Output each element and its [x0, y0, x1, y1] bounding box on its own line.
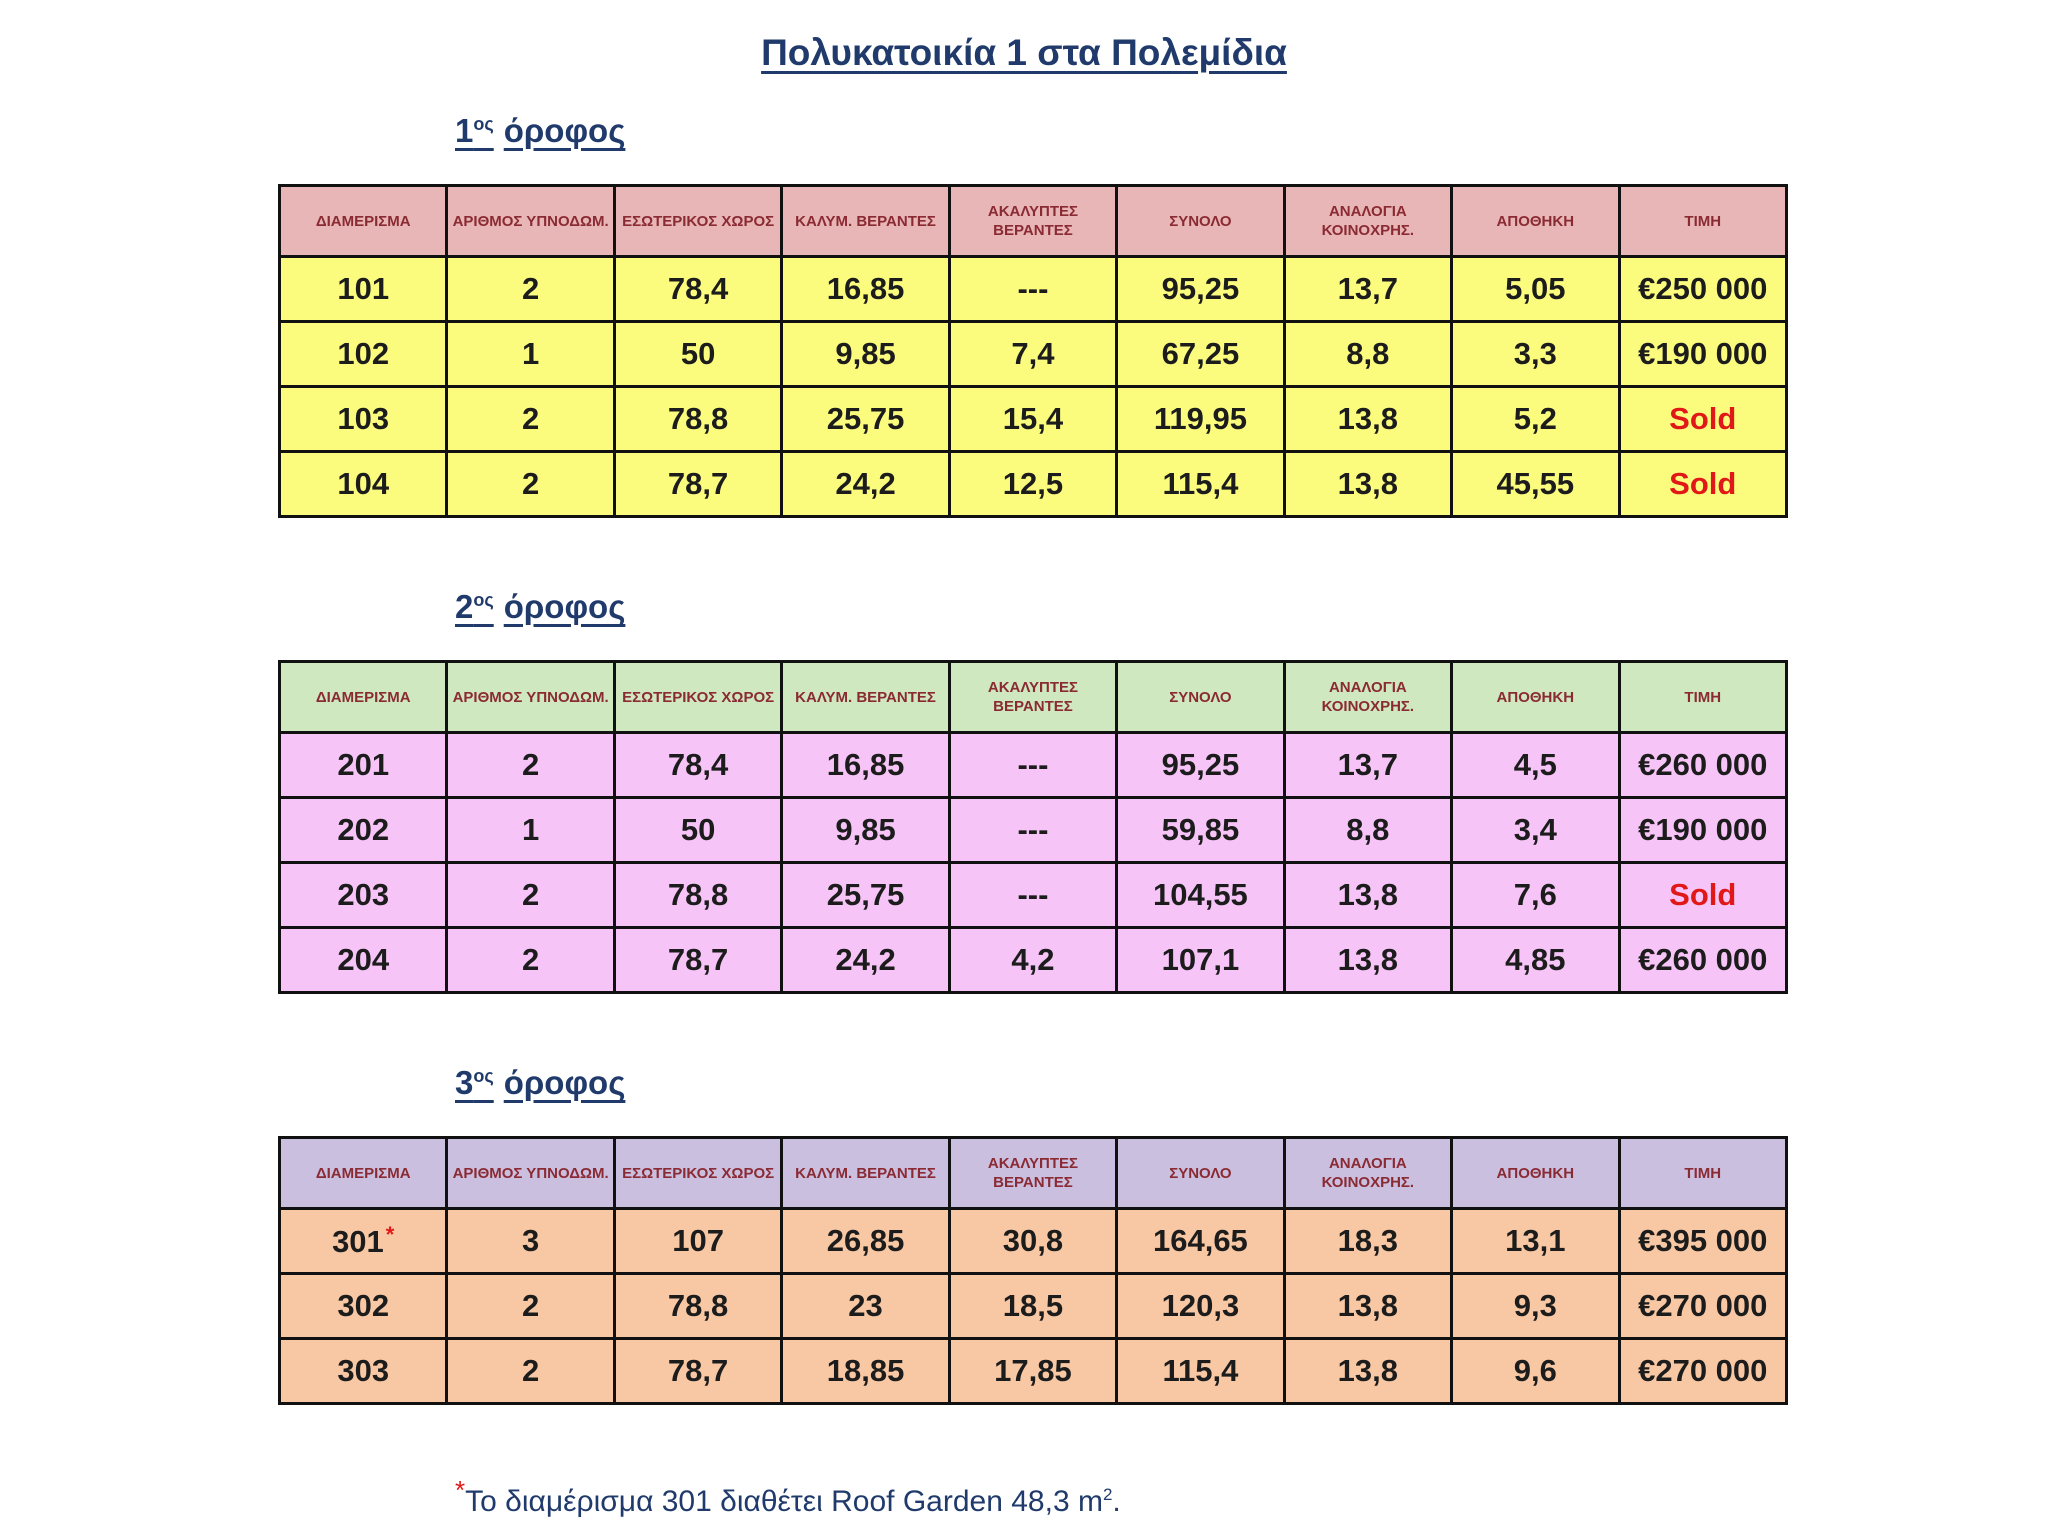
table-row: [280, 733, 1787, 798]
table-header-row: [280, 662, 1787, 733]
table-header-row: [280, 186, 1787, 257]
table-cell: [949, 257, 1116, 322]
table-cell: [1117, 387, 1284, 452]
table-cell: [1452, 257, 1619, 322]
floor-label: όροφος: [503, 112, 626, 149]
table-cell: [1619, 322, 1787, 387]
cell-value: €250 000: [1638, 271, 1768, 306]
cell-value: 50: [680, 336, 716, 371]
table-cell: [1452, 1339, 1619, 1404]
cell-value: 4,2: [1011, 942, 1055, 977]
column-header: ΑΚΑΛΥΠΤΕΣ ΒΕΡΑΝΤΕΣ: [949, 1138, 1116, 1209]
table-cell: [280, 733, 447, 798]
table-cell: [614, 322, 781, 387]
cell-value: 13,8: [1337, 1353, 1399, 1388]
cell-value: 5,2: [1513, 401, 1557, 436]
cell-value: 104,55: [1152, 877, 1248, 912]
cell-value: 9,6: [1513, 1353, 1557, 1388]
cell-value: 18,5: [1002, 1288, 1064, 1323]
column-header: ΑΡΙΘΜΟΣ ΥΠΝΟΔΩΜ.: [447, 662, 614, 733]
table-cell: [1619, 733, 1787, 798]
cell-value: 2: [522, 747, 540, 782]
table-row: [280, 452, 1787, 517]
floor-table-3: [278, 1136, 1788, 1405]
cell-value: 59,85: [1161, 812, 1240, 847]
cell-value: 9,85: [835, 812, 896, 847]
cell-value: ---: [1017, 877, 1049, 912]
column-header: ΑΝΑΛΟΓΙΑ ΚΟΙΝΟΧΡΗΣ.: [1284, 662, 1451, 733]
cell-value: 13,8: [1337, 1288, 1399, 1323]
floor-suffix: ος: [473, 1066, 494, 1086]
cell-value: €190 000: [1638, 336, 1768, 371]
cell-value: 102: [337, 336, 390, 371]
cell-value: €270 000: [1638, 1353, 1768, 1388]
column-header: ΣΥΝΟΛΟ: [1117, 662, 1284, 733]
column-header: ΚΑΛΥΜ. ΒΕΡΑΝΤΕΣ: [782, 1138, 949, 1209]
column-header: ΔΙΑΜΕΡΙΣΜΑ: [280, 662, 447, 733]
table-cell: [949, 322, 1116, 387]
cell-value: 101: [337, 271, 390, 306]
table-row: [280, 1209, 1787, 1274]
footnote-text: Το διαμέρισμα 301 διαθέτει Roof Garden 48,3 m: [465, 1485, 1103, 1518]
table-cell: [447, 452, 614, 517]
column-header: ΣΥΝΟΛΟ: [1117, 186, 1284, 257]
cell-value: 13,8: [1337, 942, 1399, 977]
table-cell: [1284, 928, 1451, 993]
cell-value: 7,6: [1513, 877, 1557, 912]
footnote: [455, 1475, 1121, 1519]
table-cell: [614, 1209, 781, 1274]
table-row: [280, 928, 1787, 993]
table-cell: [280, 798, 447, 863]
cell-value: 3,3: [1513, 336, 1557, 371]
table-cell: [1284, 1339, 1451, 1404]
table-cell: [949, 1274, 1116, 1339]
table-cell: [447, 1209, 614, 1274]
cell-value: 1: [522, 812, 540, 847]
cell-value: 78,4: [667, 271, 729, 306]
cell-value: 301: [332, 1224, 384, 1259]
table-cell: [447, 928, 614, 993]
floor-number: 2: [455, 588, 474, 625]
cell-value: €270 000: [1638, 1288, 1768, 1323]
table-cell: [1117, 733, 1284, 798]
table-cell: [782, 322, 949, 387]
table-cell: [782, 733, 949, 798]
table-cell: [1284, 733, 1451, 798]
cell-value: 16,85: [826, 271, 905, 306]
cell-value: 2: [522, 1288, 540, 1323]
table-cell: [1452, 322, 1619, 387]
table-cell: [1117, 863, 1284, 928]
table-cell: [1284, 1209, 1451, 1274]
floor-title-1: [455, 112, 625, 150]
cell-value: 18,85: [826, 1353, 905, 1388]
floor-title-3: [455, 1064, 625, 1102]
table-cell: [1117, 257, 1284, 322]
table-cell: [614, 1339, 781, 1404]
cell-value: 9,85: [835, 336, 896, 371]
cell-value: 1: [522, 336, 540, 371]
table-cell: [1117, 1339, 1284, 1404]
table-row: [280, 863, 1787, 928]
column-header: ΤΙΜΗ: [1619, 1138, 1787, 1209]
table-cell: [614, 798, 781, 863]
cell-value: 78,4: [667, 747, 729, 782]
table-cell: [447, 1339, 614, 1404]
table-cell: [1452, 928, 1619, 993]
column-header: ΕΣΩΤΕΡΙΚΟΣ ΧΩΡΟΣ: [614, 662, 781, 733]
table-cell: [280, 1209, 447, 1274]
cell-value: 50: [680, 812, 716, 847]
table-cell: [1619, 387, 1787, 452]
cell-value: 120,3: [1161, 1288, 1240, 1323]
cell-value: 2: [522, 401, 540, 436]
table-cell: [447, 863, 614, 928]
table-cell: [614, 1274, 781, 1339]
cell-value: ---: [1017, 271, 1049, 306]
floor-number: 1: [455, 112, 474, 149]
table-cell: [280, 452, 447, 517]
table-cell: [447, 257, 614, 322]
table-cell: [782, 1209, 949, 1274]
table-cell: [447, 798, 614, 863]
column-header: ΑΡΙΘΜΟΣ ΥΠΝΟΔΩΜ.: [447, 1138, 614, 1209]
table-cell: [1619, 798, 1787, 863]
table-cell: [782, 863, 949, 928]
cell-value: 2: [522, 466, 540, 501]
column-header: ΕΣΩΤΕΡΙΚΟΣ ΧΩΡΟΣ: [614, 1138, 781, 1209]
cell-value: 13,7: [1337, 747, 1399, 782]
column-header: ΤΙΜΗ: [1619, 662, 1787, 733]
column-header: ΑΝΑΛΟΓΙΑ ΚΟΙΝΟΧΡΗΣ.: [1284, 1138, 1451, 1209]
column-header: ΑΡΙΘΜΟΣ ΥΠΝΟΔΩΜ.: [447, 186, 614, 257]
table-cell: [1619, 452, 1787, 517]
cell-value: 15,4: [1002, 401, 1064, 436]
table-cell: [949, 1209, 1116, 1274]
column-header: ΑΠΟΘΗΚΗ: [1452, 1138, 1619, 1209]
floor-suffix: ος: [473, 590, 494, 610]
cell-value: 302: [337, 1288, 390, 1323]
table-cell: [447, 322, 614, 387]
cell-value: 201: [337, 747, 390, 782]
cell-value: 78,8: [667, 1288, 729, 1323]
cell-value: Sold: [1669, 466, 1737, 501]
cell-value: 8,8: [1346, 336, 1390, 371]
column-header: ΚΑΛΥΜ. ΒΕΡΑΝΤΕΣ: [782, 186, 949, 257]
table-cell: [447, 387, 614, 452]
cell-value: 13,8: [1337, 401, 1399, 436]
table-cell: [1619, 257, 1787, 322]
floor-table-1: [278, 184, 1788, 518]
table-cell: [1452, 452, 1619, 517]
table-cell: [1117, 452, 1284, 517]
cell-value: €190 000: [1638, 812, 1768, 847]
table-cell: [1452, 387, 1619, 452]
table-cell: [949, 387, 1116, 452]
cell-value: 103: [337, 401, 390, 436]
cell-value: 2: [522, 942, 540, 977]
cell-value: 78,8: [667, 401, 729, 436]
table-cell: [447, 733, 614, 798]
cell-value: 24,2: [835, 466, 896, 501]
table-cell: [782, 1339, 949, 1404]
table-cell: [949, 928, 1116, 993]
table-row: [280, 798, 1787, 863]
table-cell: [1117, 322, 1284, 387]
cell-value: 2: [522, 877, 540, 912]
table-row: [280, 322, 1787, 387]
cell-value: 2: [522, 271, 540, 306]
cell-value: 9,3: [1513, 1288, 1557, 1323]
table-header-row: [280, 1138, 1787, 1209]
cell-value: 30,8: [1002, 1223, 1064, 1258]
cell-value: 4,5: [1513, 747, 1557, 782]
table-row: [280, 387, 1787, 452]
column-header: ΕΣΩΤΕΡΙΚΟΣ ΧΩΡΟΣ: [614, 186, 781, 257]
floor-label: όροφος: [503, 588, 626, 625]
column-header: ΣΥΝΟΛΟ: [1117, 1138, 1284, 1209]
cell-value: 3,4: [1513, 812, 1557, 847]
footnote-marker-star: *: [385, 1222, 395, 1247]
cell-value: 204: [337, 942, 390, 977]
table-cell: [1284, 798, 1451, 863]
table-cell: [1452, 798, 1619, 863]
table-cell: [1284, 452, 1451, 517]
table-cell: [1284, 322, 1451, 387]
cell-value: 5,05: [1505, 271, 1566, 306]
table-cell: [949, 452, 1116, 517]
cell-value: 16,85: [826, 747, 905, 782]
table-row: [280, 257, 1787, 322]
cell-value: 13,8: [1337, 466, 1399, 501]
cell-value: 13,8: [1337, 877, 1399, 912]
cell-value: 202: [337, 812, 390, 847]
table-cell: [782, 452, 949, 517]
cell-value: Sold: [1669, 877, 1737, 912]
table-cell: [1619, 1209, 1787, 1274]
cell-value: 18,3: [1337, 1223, 1399, 1258]
cell-value: 78,7: [667, 466, 729, 501]
cell-value: 67,25: [1161, 336, 1240, 371]
table-cell: [614, 863, 781, 928]
cell-value: 78,7: [667, 942, 729, 977]
floor-suffix: ος: [473, 114, 494, 134]
table-cell: [1619, 928, 1787, 993]
cell-value: 25,75: [826, 401, 905, 436]
table-cell: [1284, 387, 1451, 452]
table-cell: [782, 928, 949, 993]
table-cell: [1452, 1274, 1619, 1339]
floor-number: 3: [455, 1064, 474, 1101]
table-cell: [1284, 863, 1451, 928]
table-cell: [782, 1274, 949, 1339]
column-header: ΤΙΜΗ: [1619, 186, 1787, 257]
table-cell: [280, 863, 447, 928]
cell-value: €260 000: [1638, 747, 1768, 782]
cell-value: €395 000: [1638, 1223, 1768, 1258]
table-cell: [1117, 928, 1284, 993]
cell-value: 78,8: [667, 877, 729, 912]
cell-value: 26,85: [826, 1223, 905, 1258]
cell-value: 104: [337, 466, 390, 501]
table-cell: [949, 798, 1116, 863]
footnote-end: .: [1112, 1485, 1121, 1518]
table-cell: [782, 798, 949, 863]
cell-value: 12,5: [1002, 466, 1064, 501]
table-cell: [1117, 798, 1284, 863]
table-cell: [280, 322, 447, 387]
cell-value: 4,85: [1505, 942, 1566, 977]
table-cell: [280, 257, 447, 322]
table-row: [280, 1274, 1787, 1339]
cell-value: 107: [672, 1223, 724, 1258]
cell-value: 13,1: [1505, 1223, 1566, 1258]
table-cell: [1117, 1274, 1284, 1339]
column-header: ΔΙΑΜΕΡΙΣΜΑ: [280, 1138, 447, 1209]
table-cell: [280, 928, 447, 993]
column-header: ΔΙΑΜΕΡΙΣΜΑ: [280, 186, 447, 257]
table-cell: [1619, 863, 1787, 928]
table-cell: [447, 1274, 614, 1339]
column-header: ΑΠΟΘΗΚΗ: [1452, 186, 1619, 257]
table-cell: [1452, 1209, 1619, 1274]
cell-value: €260 000: [1638, 942, 1768, 977]
cell-value: 303: [337, 1353, 390, 1388]
cell-value: 115,4: [1162, 466, 1239, 501]
cell-value: 13,7: [1337, 271, 1399, 306]
table-cell: [1284, 257, 1451, 322]
table-cell: [782, 387, 949, 452]
cell-value: 78,7: [667, 1353, 729, 1388]
table-cell: [614, 733, 781, 798]
table-cell: [1284, 1274, 1451, 1339]
cell-value: 17,85: [994, 1353, 1072, 1388]
column-header: ΑΚΑΛΥΠΤΕΣ ΒΕΡΑΝΤΕΣ: [949, 186, 1116, 257]
floor-table-2: [278, 660, 1788, 994]
cell-value: 7,4: [1011, 336, 1055, 371]
cell-value: 8,8: [1346, 812, 1390, 847]
cell-value: ---: [1017, 747, 1049, 782]
table-cell: [614, 257, 781, 322]
table-cell: [614, 452, 781, 517]
table-cell: [280, 1274, 447, 1339]
cell-value: 3: [522, 1223, 540, 1258]
table-cell: [614, 387, 781, 452]
table-cell: [1117, 1209, 1284, 1274]
table-cell: [782, 257, 949, 322]
table-cell: [1452, 863, 1619, 928]
column-header: ΑΝΑΛΟΓΙΑ ΚΟΙΝΟΧΡΗΣ.: [1284, 186, 1451, 257]
floor-label: όροφος: [503, 1064, 626, 1101]
cell-value: Sold: [1669, 401, 1737, 436]
cell-value: 95,25: [1161, 747, 1240, 782]
table-cell: [1619, 1274, 1787, 1339]
column-header: ΑΚΑΛΥΠΤΕΣ ΒΕΡΑΝΤΕΣ: [949, 662, 1116, 733]
footnote-marker: *: [455, 1475, 466, 1505]
table-cell: [1452, 733, 1619, 798]
cell-value: 164,65: [1152, 1223, 1248, 1258]
cell-value: 203: [337, 877, 390, 912]
table-cell: [949, 1339, 1116, 1404]
table-row: [280, 1339, 1787, 1404]
cell-value: 115,4: [1162, 1353, 1239, 1388]
cell-value: 2: [522, 1353, 540, 1388]
cell-value: 95,25: [1161, 271, 1240, 306]
table-cell: [949, 733, 1116, 798]
footnote-unit-power: 2: [1102, 1485, 1113, 1504]
column-header: ΑΠΟΘΗΚΗ: [1452, 662, 1619, 733]
cell-value: 45,55: [1496, 466, 1575, 501]
table-cell: [1619, 1339, 1787, 1404]
cell-value: ---: [1017, 812, 1049, 847]
cell-value: 25,75: [826, 877, 905, 912]
table-cell: [280, 387, 447, 452]
cell-value: 119,95: [1153, 401, 1247, 436]
page-title: Πολυκατοικία 1 στα Πολεμίδια: [761, 32, 1287, 73]
cell-value: 107,1: [1161, 942, 1240, 977]
cell-value: 24,2: [835, 942, 896, 977]
column-header: ΚΑΛΥΜ. ΒΕΡΑΝΤΕΣ: [782, 662, 949, 733]
table-cell: [280, 1339, 447, 1404]
table-cell: [614, 928, 781, 993]
floor-title-2: [455, 588, 625, 626]
cell-value: 23: [848, 1288, 883, 1323]
table-cell: [949, 863, 1116, 928]
